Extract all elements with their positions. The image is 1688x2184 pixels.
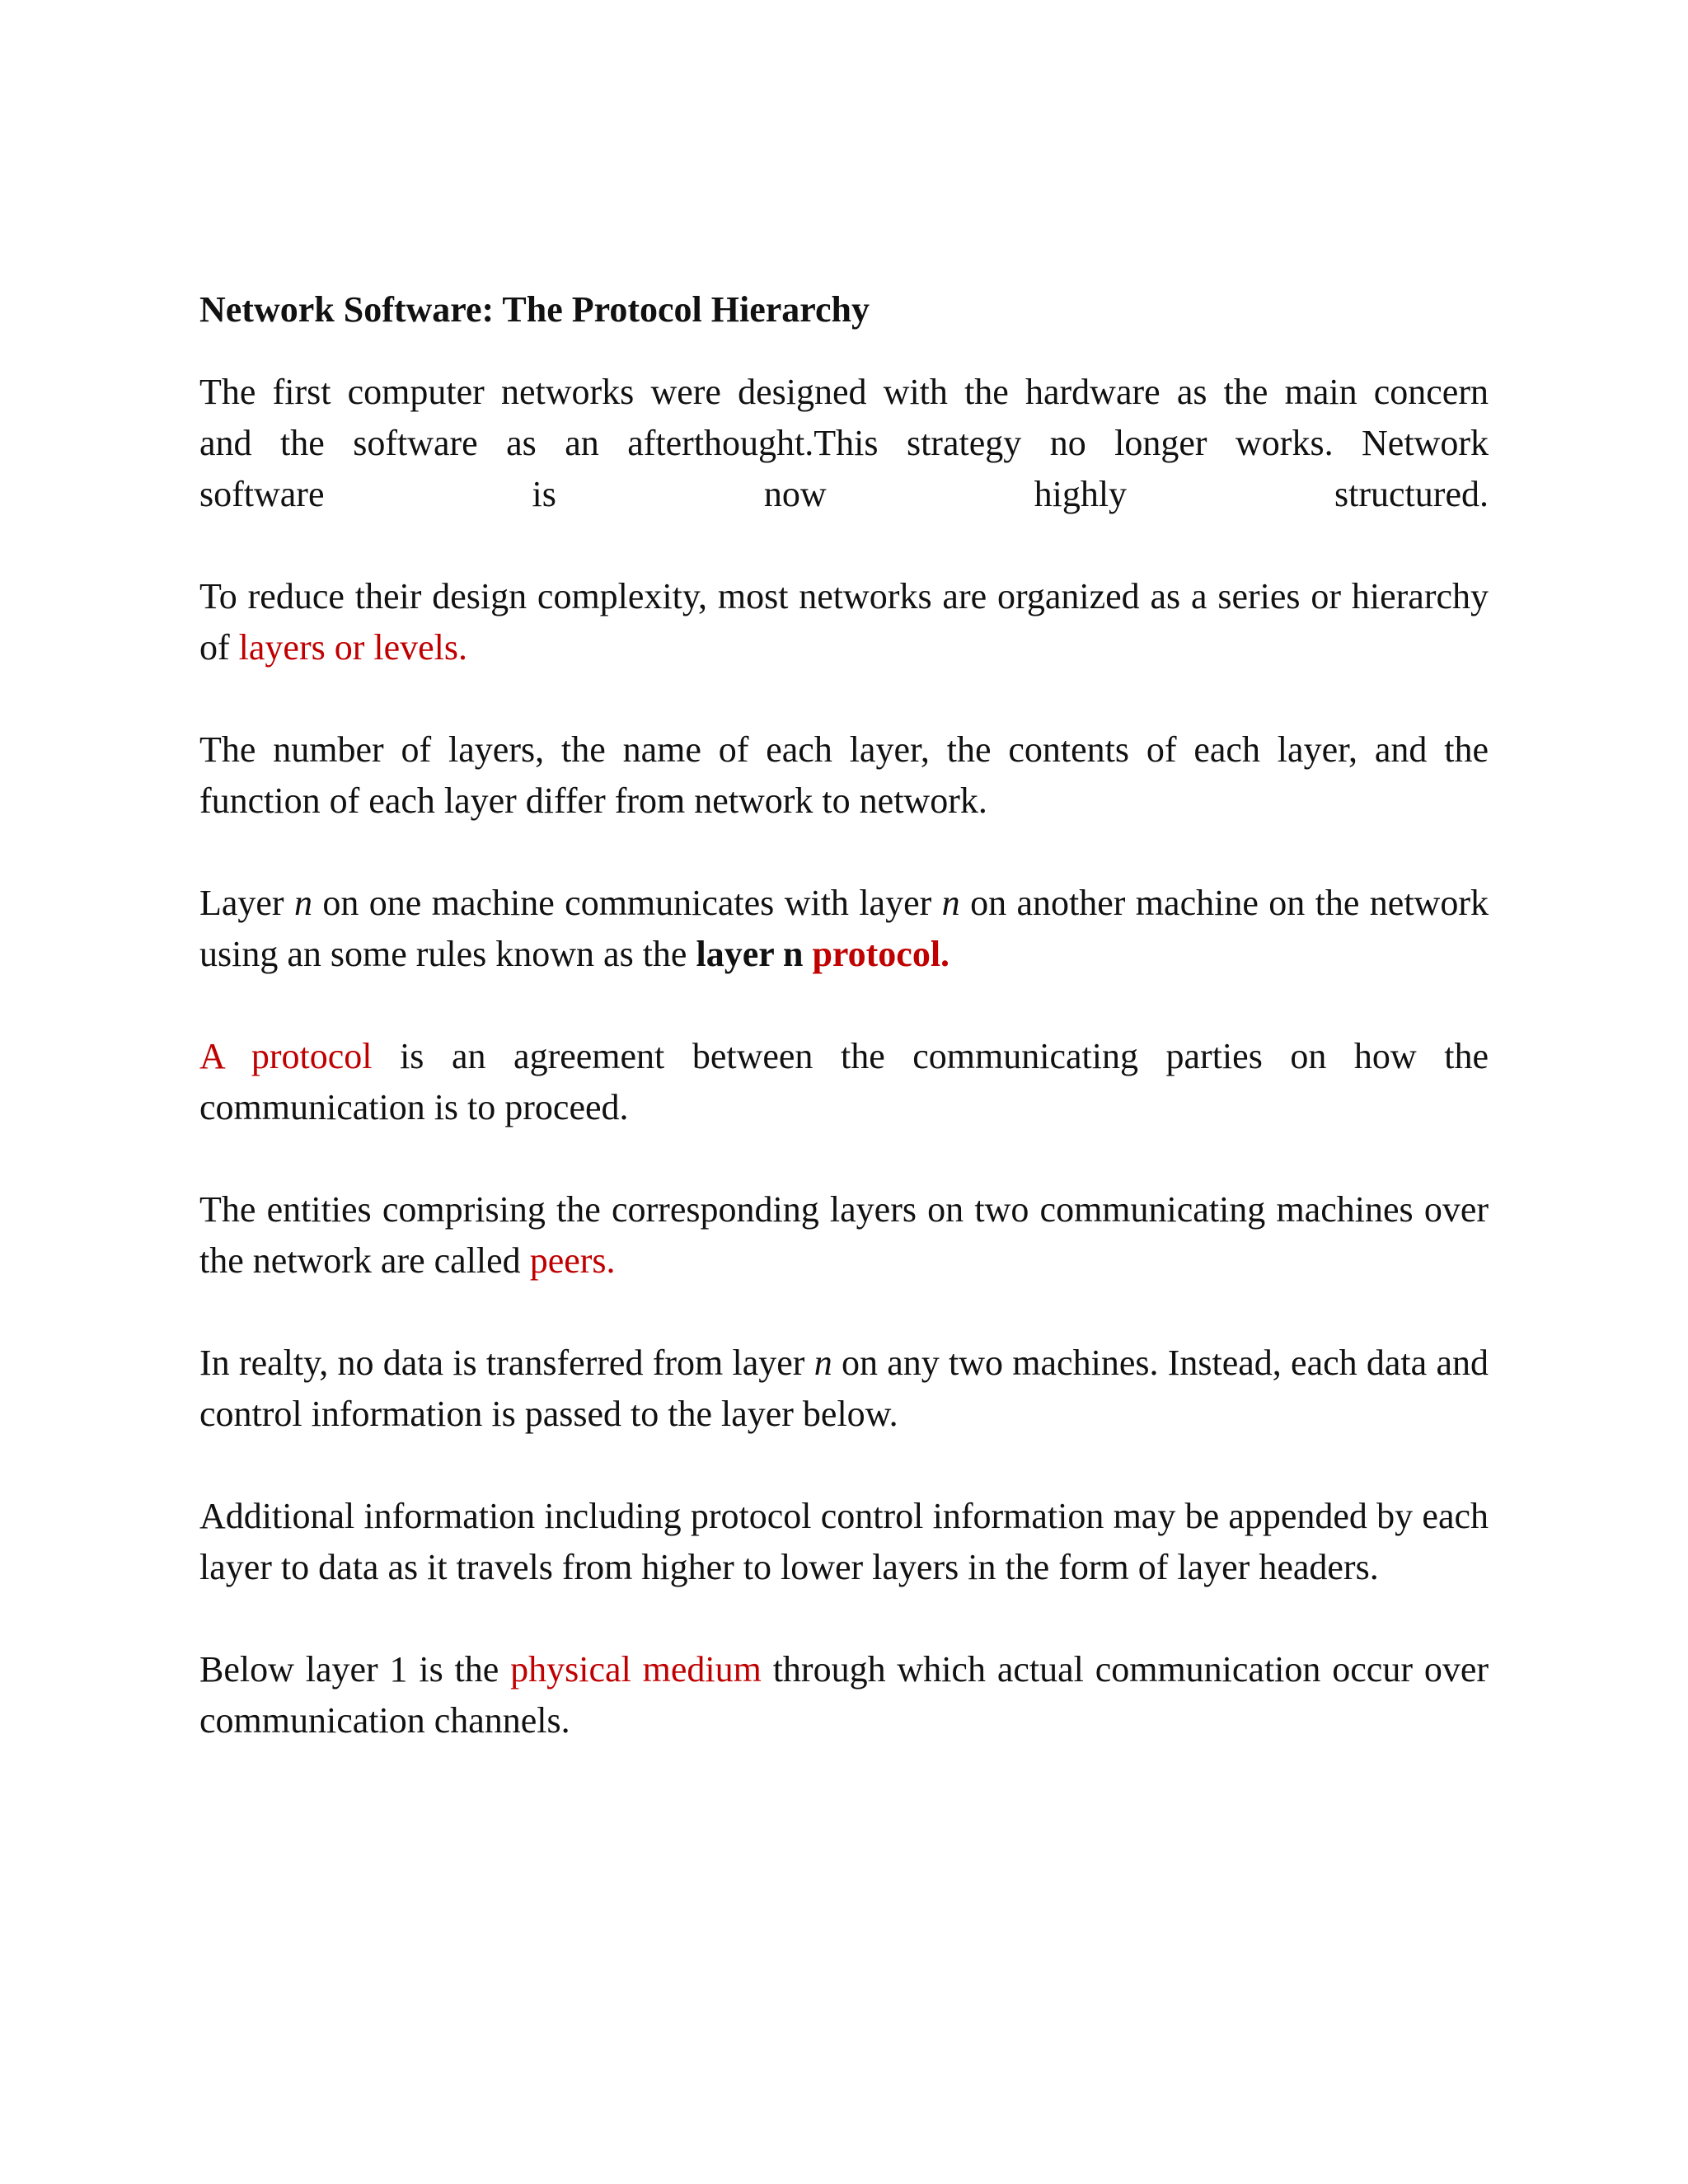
paragraph-line [199, 469, 1489, 520]
paragraph-text: through which actual communication occur over communication channels. [199, 1649, 1489, 1741]
highlight-term: peers. [529, 1240, 616, 1281]
paragraph-text: The number of layers, the name of each layer, the contents of each layer, and the function of each layer differ from network to network. [199, 729, 1489, 821]
paragraph-text: In realty, no data is transferred from layer [199, 1343, 814, 1383]
paragraph-line [199, 367, 1489, 418]
paragraph-headers [199, 1491, 1489, 1593]
bold-term: layer n [696, 934, 804, 974]
paragraph-text: on any two machines. Instead, each data and control information is passed to the layer below. [199, 1343, 1489, 1434]
paragraph-text: Additional information including protocol control information may be appended by each layer to data as it travels from higher to lower layers in the form of layer headers. [199, 1496, 1489, 1587]
highlight-term: A protocol [199, 1036, 373, 1076]
paragraph-physical-medium [199, 1644, 1489, 1746]
word: structured. [1334, 474, 1489, 514]
paragraph-text: is an agreement between the communicating parties on how the communication is to proceed. [199, 1036, 1489, 1127]
paragraph-text: Below layer 1 is the [199, 1649, 511, 1690]
italic-variable: n [294, 883, 312, 923]
word: highly [1034, 474, 1128, 514]
paragraph-text: The first computer networks were designed with the hardware as the main concern [199, 372, 1489, 412]
paragraph-text: To reduce their design complexity, most networks are organized as a series or hierarchy of [199, 576, 1489, 668]
paragraph-text: and the software as an afterthought.This strategy no longer works. Network [199, 423, 1489, 463]
word: is [532, 474, 556, 514]
paragraph-text: Layer [199, 883, 294, 923]
paragraph-layers [199, 571, 1489, 673]
paragraph-peers [199, 1184, 1489, 1286]
page-title: Network Software: The Protocol Hierarchy [199, 289, 870, 330]
paragraph-text: on one machine communicates with layer [312, 883, 942, 923]
document-body [199, 284, 1489, 1797]
paragraph-protocol-definition [199, 1031, 1489, 1133]
word: software [199, 474, 325, 514]
italic-variable: n [814, 1343, 832, 1383]
paragraph-line [199, 418, 1489, 469]
paragraph-layer-n [199, 878, 1489, 980]
highlight-term: layers or levels. [238, 627, 467, 668]
highlight-term: physical medium [510, 1649, 762, 1690]
highlight-term: protocol. [812, 934, 950, 974]
paragraph-data-transfer [199, 1338, 1489, 1440]
word: now [763, 474, 827, 514]
paragraph-hardware-software [199, 367, 1489, 520]
paragraph-text: on another machine on the network using an some rules known as the [199, 883, 1489, 974]
paragraph-text: The entities comprising the corresponding layers on two communicating machines over the network are called [199, 1189, 1489, 1281]
paragraph-layer-differences [199, 724, 1489, 827]
italic-variable: n [941, 883, 960, 923]
